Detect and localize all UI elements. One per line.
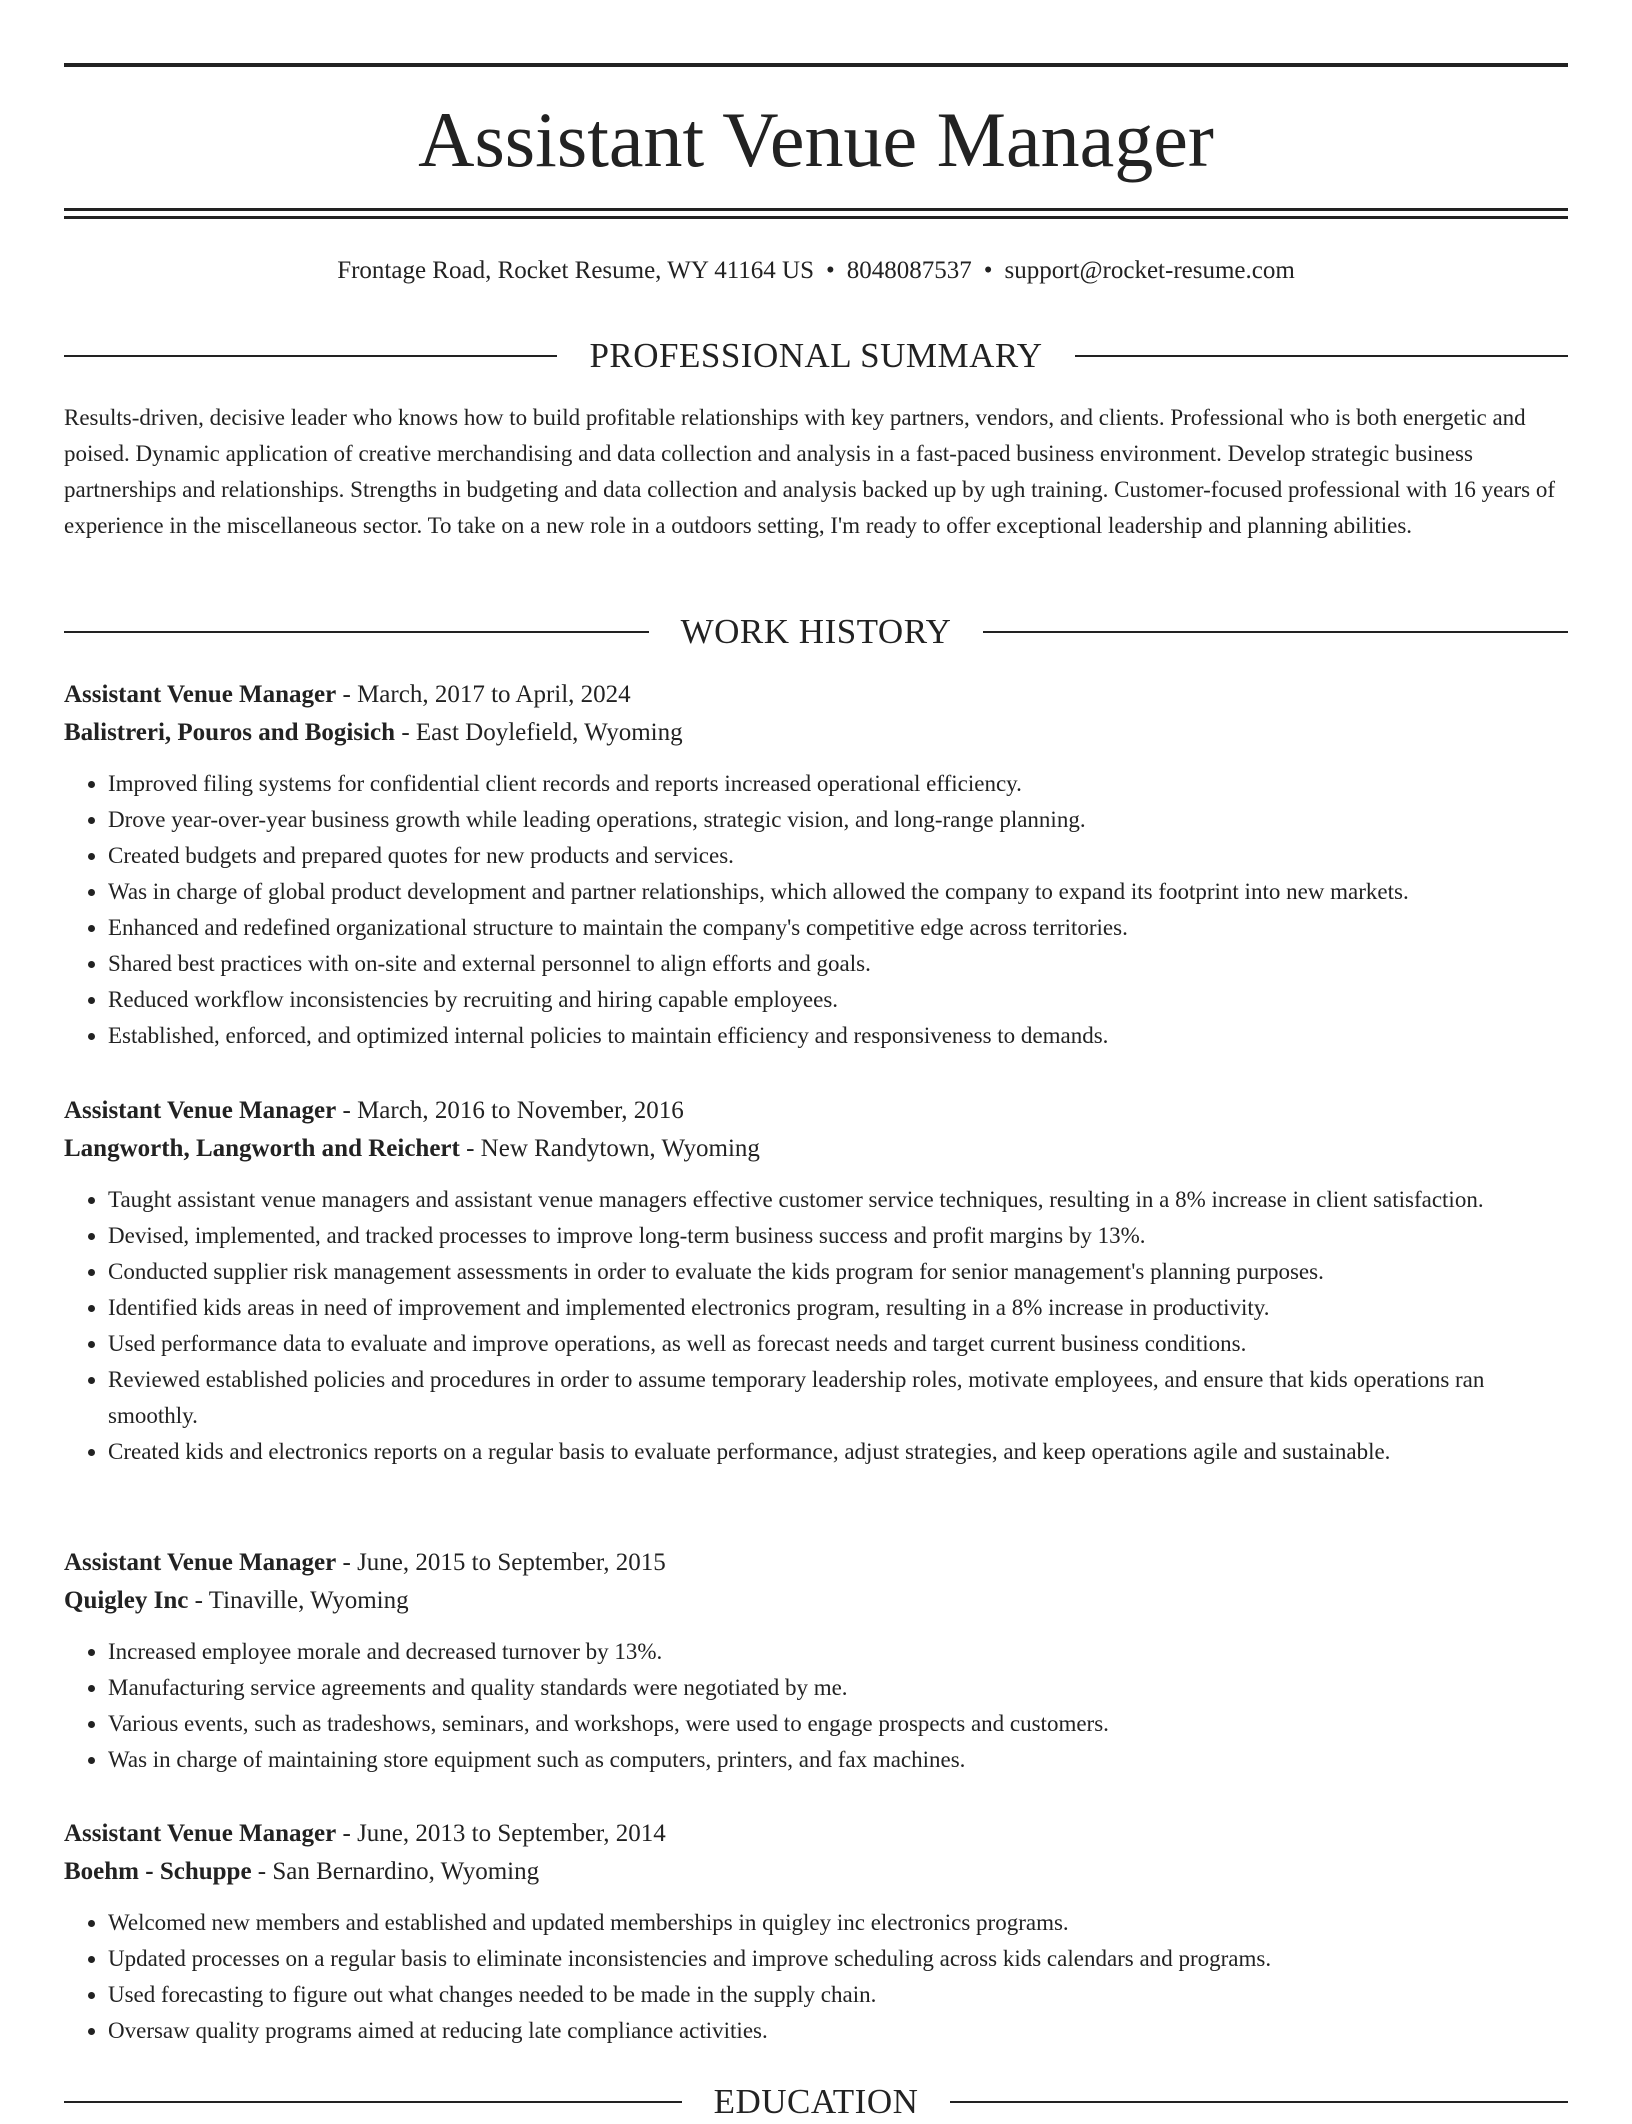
section-title: EDUCATION — [713, 2082, 919, 2121]
job-title-line — [64, 1815, 1568, 1853]
job-bullet: • Taught assistant venue managers and assistant venue managers effective customer service techniques, resulting in a 8% increase in client satisfaction. — [108, 1182, 1568, 1218]
section-heading-education — [64, 2080, 1568, 2124]
job-bullet: • Identified kids areas in need of improvement and implemented electronics program, resulting in a 8% increase in productivity. — [108, 1290, 1568, 1326]
job-title-line — [64, 676, 1568, 714]
job-bullet: • Used performance data to evaluate and improve operations, as well as forecast needs and target current business conditions. — [108, 1326, 1568, 1362]
job-entry — [64, 676, 1568, 1054]
job-bullet: • Improved filing systems for confidential client records and reports increased operational efficiency. — [108, 766, 1568, 802]
job-entry — [64, 1544, 1568, 1778]
heading-rule-left — [64, 355, 557, 357]
job-bullet: • Reduced workflow inconsistencies by recruiting and hiring capable employees. — [108, 982, 1568, 1018]
job-bullet: • Various events, such as tradeshows, seminars, and workshops, were used to engage prospects and customers. — [108, 1706, 1568, 1742]
job-bullet: • Shared best practices with on-site and external personnel to align efforts and goals. — [108, 946, 1568, 982]
job-bullet: • Drove year-over-year business growth while leading operations, strategic vision, and long-range planning. — [108, 802, 1568, 838]
job-bullet: • Enhanced and redefined organizational structure to maintain the company's competitive edge across territories. — [108, 910, 1568, 946]
section-heading-work — [64, 610, 1568, 654]
contact-address: Frontage Road, Rocket Resume, WY 41164 US — [337, 257, 814, 284]
job-title: Assistant Venue Manager — [64, 1820, 337, 1847]
job-bullet: • Welcomed new members and established and updated memberships in quigley inc electronics programs. — [108, 1905, 1568, 1941]
job-dates: - June, 2015 to September, 2015 — [342, 1549, 666, 1576]
job-title-line — [64, 1544, 1568, 1582]
job-company-line — [64, 1582, 1568, 1620]
job-bullet: • Increased employee morale and decreased turnover by 13%. — [108, 1634, 1568, 1670]
job-bullet: • Used forecasting to figure out what changes needed to be made in the supply chain. — [108, 1977, 1568, 2013]
job-title: Assistant Venue Manager — [64, 1549, 337, 1576]
job-bullet: • Conducted supplier risk management assessments in order to evaluate the kids program for senior management's planning purposes. — [108, 1254, 1568, 1290]
job-entry — [64, 1815, 1568, 2049]
job-company: Quigley Inc — [64, 1587, 189, 1614]
job-title: Assistant Venue Manager — [64, 681, 337, 708]
job-bullets — [64, 1905, 1568, 2049]
job-company-line — [64, 1130, 1568, 1168]
job-bullet: • Reviewed established policies and procedures in order to assume temporary leadership roles, motivate employees, and ensure that kids operations ran smoothly. — [108, 1362, 1568, 1434]
job-location: - Tinaville, Wyoming — [194, 1587, 409, 1614]
title-rule-lower — [64, 216, 1568, 219]
contact-email: support@rocket-resume.com — [1004, 257, 1295, 284]
job-bullet: • Updated processes on a regular basis to eliminate inconsistencies and improve scheduling across kids calendars and programs. — [108, 1941, 1568, 1977]
contact-separator: • — [825, 257, 835, 284]
job-bullets — [64, 1634, 1568, 1778]
summary-text: Results-driven, decisive leader who knows how to build profitable relationships with key partners, vendors, and clients. Professional who is both energetic and poised. Dynamic application of creative merchandising and data collection and analysis in a fast-paced business environment. Develop strategic business partnerships and relationships. Strengths in budgeting and data collection and analysis backed up by ugh training. Customer-focused professional with 16 years of experience in the miscellaneous sector. To take on a new role in a outdoors setting, I'm ready to offer exceptional leadership and planning abilities. — [64, 405, 1556, 538]
resume-title: Assistant Venue Manager — [418, 96, 1214, 183]
job-title: Assistant Venue Manager — [64, 1097, 337, 1124]
job-location: - New Randytown, Wyoming — [466, 1135, 760, 1162]
job-dates: - March, 2017 to April, 2024 — [342, 681, 631, 708]
job-bullet: • Was in charge of maintaining store equipment such as computers, printers, and fax machines. — [108, 1742, 1568, 1778]
top-rule — [64, 63, 1568, 67]
section-title: PROFESSIONAL SUMMARY — [589, 336, 1043, 375]
job-location: - San Bernardino, Wyoming — [257, 1858, 540, 1885]
title-rule-upper — [64, 208, 1568, 211]
job-company-line — [64, 714, 1568, 752]
job-location: - East Doylefield, Wyoming — [401, 719, 683, 746]
contact-phone: 8048087537 — [846, 257, 972, 284]
contact-separator: • — [983, 257, 993, 284]
heading-rule-right — [983, 631, 1568, 633]
heading-rule-left — [64, 631, 649, 633]
job-bullets — [64, 1182, 1568, 1470]
job-company-line — [64, 1853, 1568, 1891]
section-title: WORK HISTORY — [680, 612, 952, 651]
job-dates: - March, 2016 to November, 2016 — [342, 1097, 684, 1124]
job-company: Boehm - Schuppe — [64, 1858, 252, 1885]
job-bullet: • Was in charge of global product development and partner relationships, which allowed the company to expand its footprint into new markets. — [108, 874, 1568, 910]
job-entry — [64, 1092, 1568, 1470]
job-dates: - June, 2013 to September, 2014 — [342, 1820, 666, 1847]
job-company: Balistreri, Pouros and Bogisich — [64, 719, 396, 746]
section-heading-summary — [64, 334, 1568, 378]
job-bullet: • Devised, implemented, and tracked processes to improve long-term business success and profit margins by 13%. — [108, 1218, 1568, 1254]
job-bullet: • Oversaw quality programs aimed at reducing late compliance activities. — [108, 2013, 1568, 2049]
contact-line — [64, 254, 1568, 288]
job-bullet: • Manufacturing service agreements and quality standards were negotiated by me. — [108, 1670, 1568, 1706]
job-bullets — [64, 766, 1568, 1054]
job-bullet: • Created budgets and prepared quotes for new products and services. — [108, 838, 1568, 874]
job-bullet: • Established, enforced, and optimized internal policies to maintain efficiency and responsiveness to demands. — [108, 1018, 1568, 1054]
heading-rule-left — [64, 2101, 682, 2103]
heading-rule-right — [1075, 355, 1568, 357]
job-title-line — [64, 1092, 1568, 1130]
heading-rule-right — [950, 2101, 1568, 2103]
job-company: Langworth, Langworth and Reichert — [64, 1135, 460, 1162]
job-bullet: • Created kids and electronics reports on a regular basis to evaluate performance, adjust strategies, and keep operations agile and sustainable. — [108, 1434, 1568, 1470]
